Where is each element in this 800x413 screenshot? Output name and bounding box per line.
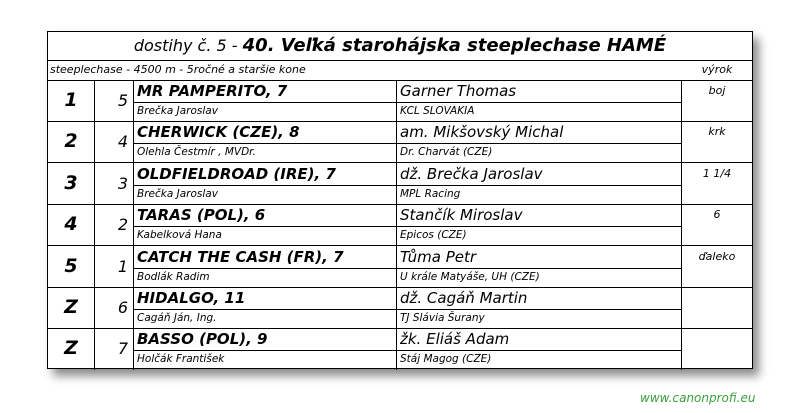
vyrok-header: výrok [701,63,733,76]
table-row [48,328,752,369]
start-number: 6 [117,298,128,317]
row-divider [134,309,681,310]
results-card [47,31,753,369]
trainer-name: Brečka Jaroslav [137,105,218,117]
horse-name: CATCH THE CASH (FR), 7 [137,247,344,266]
row-divider [134,185,681,186]
horse-name: HIDALGO, 11 [137,289,246,307]
horse-name: BASSO (POL), 9 [137,330,268,349]
watermark: www.canonprofi.eu [640,391,756,405]
stable-name: Dr. Charvát (CZE) [400,146,493,159]
vyrok-value: boj [708,84,726,97]
jockey-name: dž. Cagáň Martin [400,289,528,307]
vyrok-value: ďaleko [698,249,736,263]
start-number: 2 [117,215,128,235]
vyrok-value: 6 [713,208,721,222]
race-title [48,32,752,61]
place-cell: Z [64,296,78,318]
start-number: 3 [117,173,128,193]
place-cell: 2 [64,130,78,153]
row-divider [134,102,681,103]
row-divider [134,143,681,144]
place-cell: 4 [64,213,78,236]
row-divider [134,268,681,269]
stable-name: U krále Matyáše, UH (CZE) [400,270,540,283]
stable-name: Epicos (CZE) [400,229,467,242]
vyrok-value: 1 1/4 [702,166,732,180]
place-cell: 1 [64,89,78,111]
table-row [48,246,752,288]
place-cell: 3 [64,171,78,194]
place-cell: Z [64,337,78,360]
horse-name: OLDFIELDROAD (IRE), 7 [137,164,336,183]
stable-name: TJ Slávia Šurany [400,312,485,324]
trainer-name: Kabelková Hana [137,229,222,242]
table-row [48,204,752,246]
start-number: 4 [117,132,128,152]
horse-name: MR PAMPERITO, 7 [137,82,288,100]
jockey-name: dž. Brečka Jaroslav [400,164,543,183]
race-conditions: steeplechase - 4500 m - 5ročné a staršie kone [50,63,306,76]
jockey-name: am. Mikšovský Michal [400,123,564,142]
trainer-name: Bodlák Radim [137,270,210,283]
row-divider [134,350,681,351]
table-row [48,121,752,163]
start-number: 5 [117,91,128,110]
table-row [48,287,752,329]
race-name: 40. Veľká starohájska steeplechase HAMÉ [242,35,667,56]
stable-name: KCL SLOVAKIA [400,105,475,117]
race-number: dostihy č. 5 - [133,36,243,55]
trainer-name: Holčák František [137,353,225,366]
trainer-name: Brečka Jaroslav [137,187,218,200]
start-number: 1 [117,256,128,276]
horse-name: CHERWICK (CZE), 8 [137,123,300,142]
row-divider [134,226,681,227]
stable-name: MPL Racing [400,187,461,200]
table-row [48,163,752,205]
start-number: 7 [117,339,128,359]
trainer-name: Olehla Čestmír , MVDr. [137,146,256,159]
jockey-name: žk. Eliáš Adam [400,330,510,349]
race-info-row [48,60,752,81]
trainer-name: Cagáň Ján, Ing. [137,312,217,324]
jockey-name: Stančík Miroslav [400,206,523,225]
jockey-name: Tůma Petr [400,247,477,266]
vyrok-value: krk [708,125,726,139]
stable-name: Stáj Magog (CZE) [400,353,492,366]
table-row [48,80,752,122]
horse-name: TARAS (POL), 6 [137,206,266,225]
place-cell: 5 [64,254,78,277]
jockey-name: Garner Thomas [400,82,517,100]
